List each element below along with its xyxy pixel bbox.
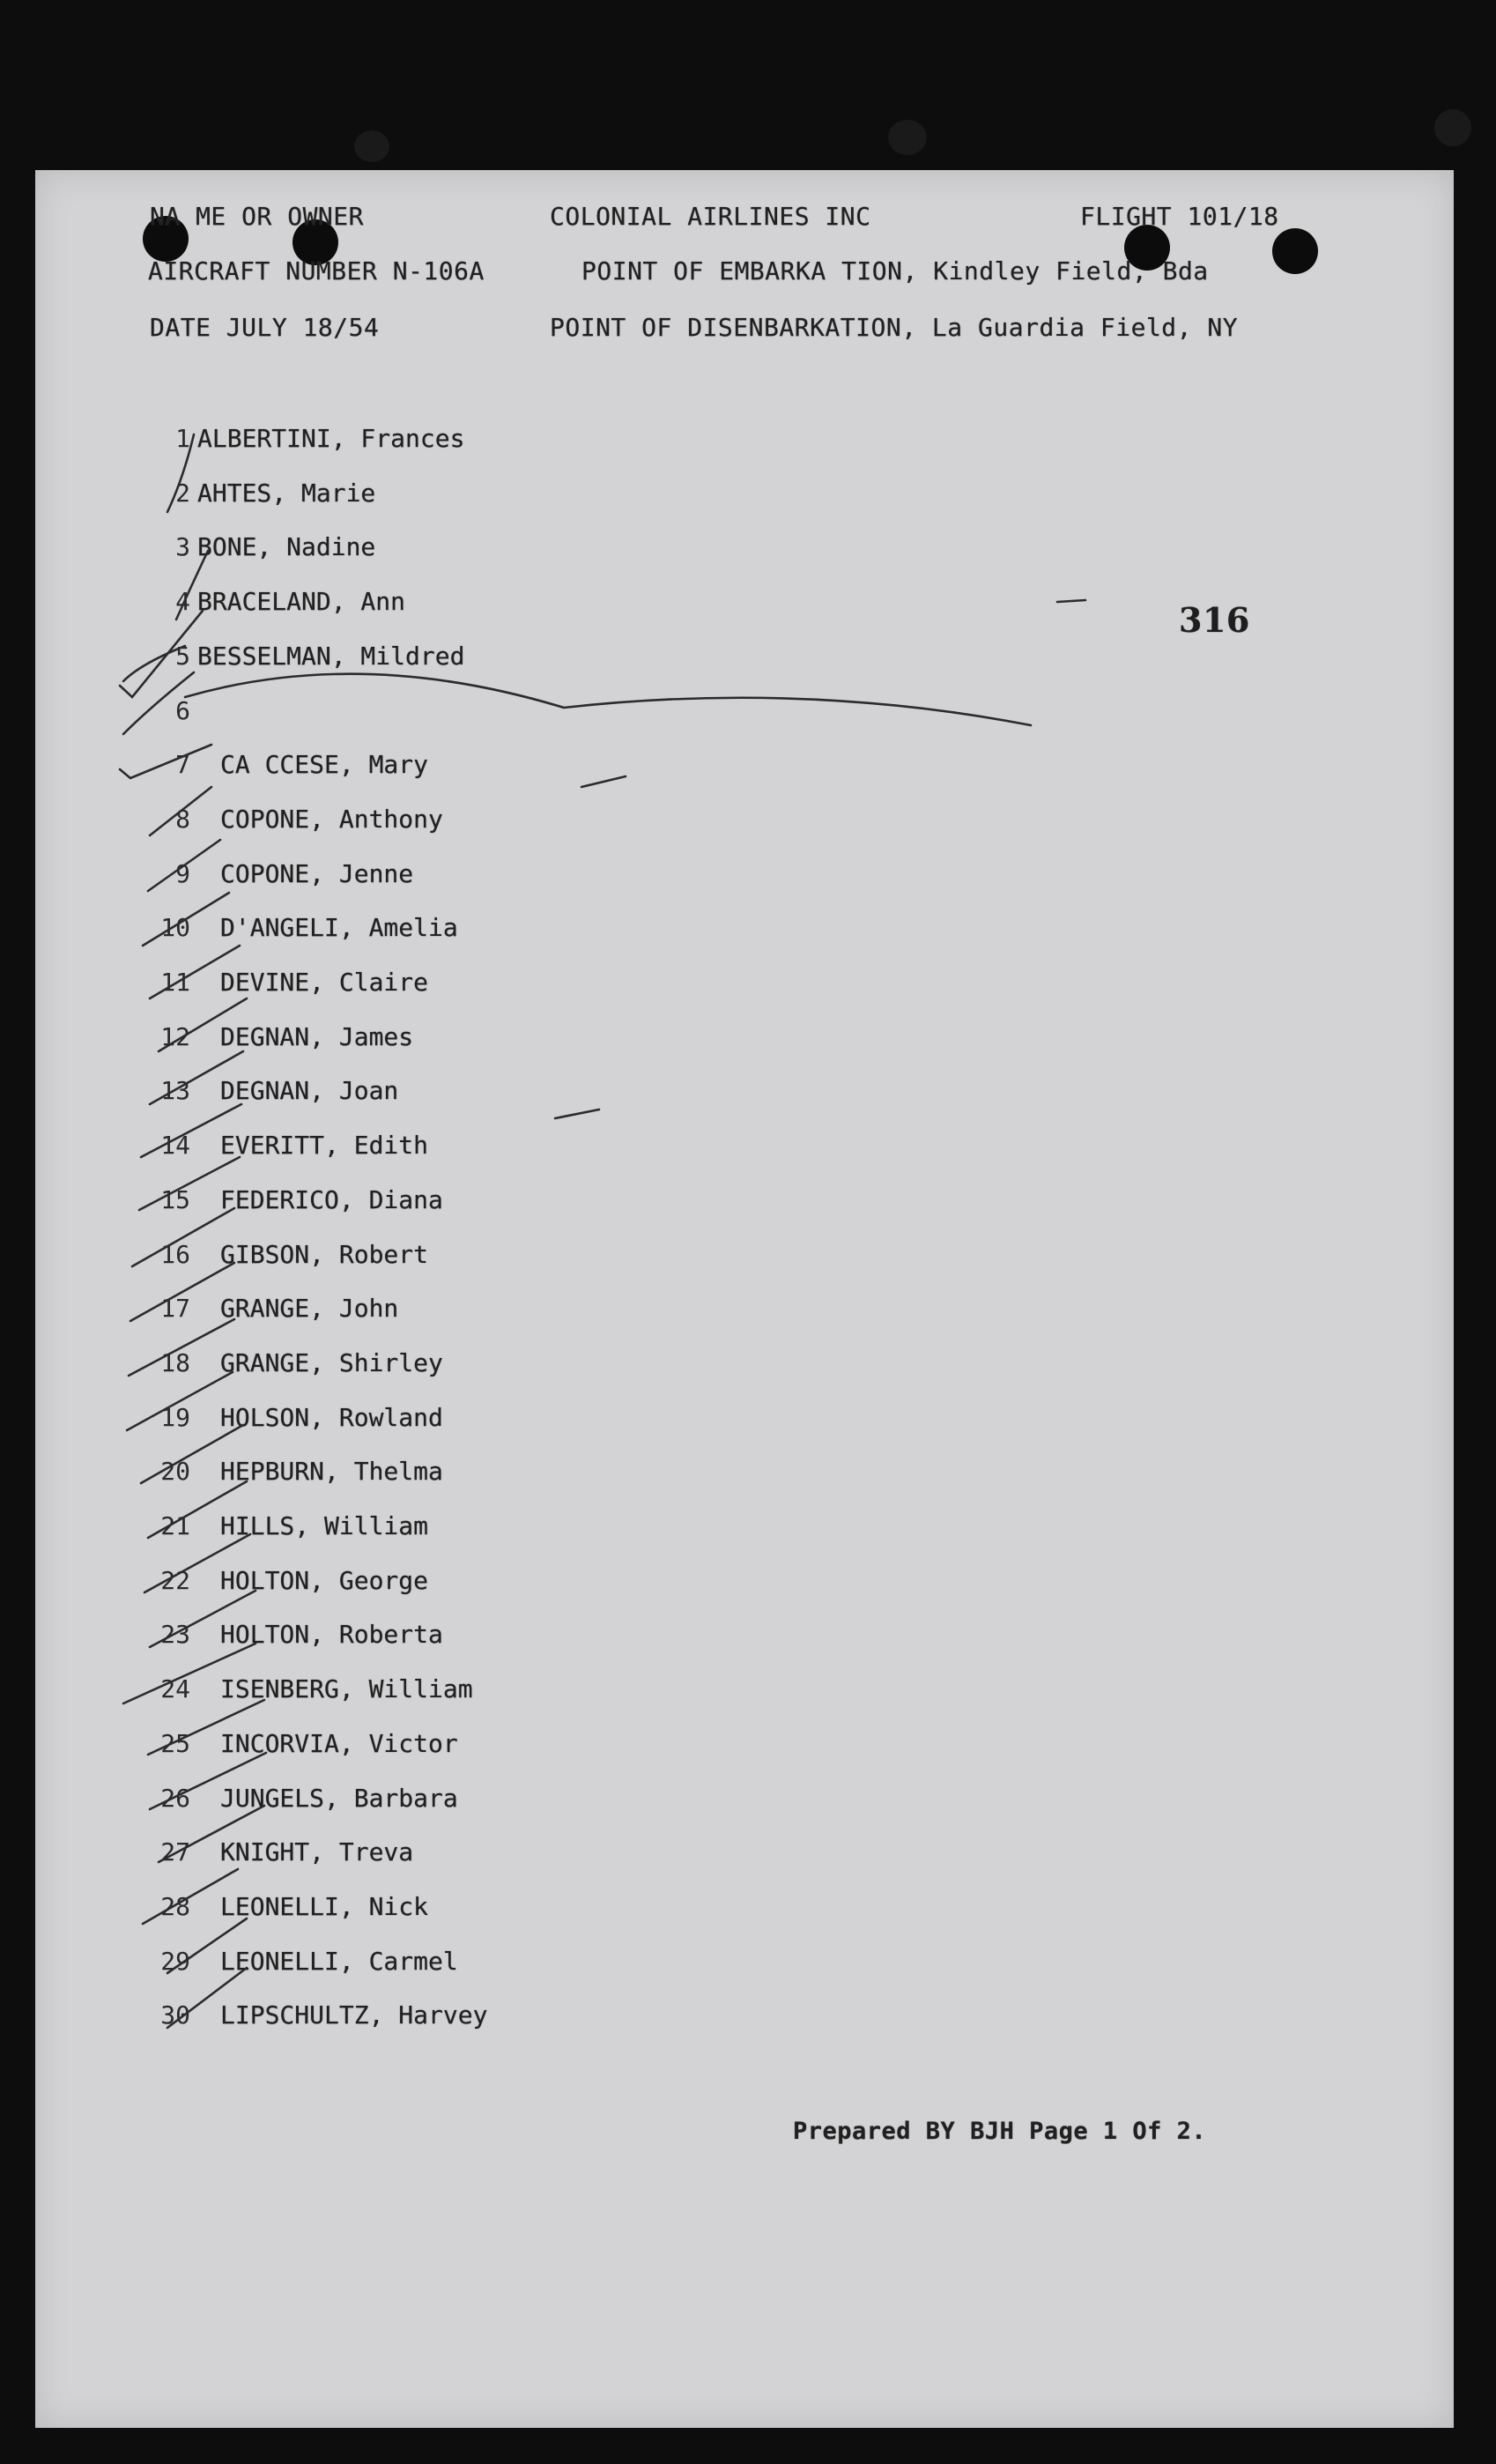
passenger-number: 8 [175,805,190,834]
passenger-number: 28 [160,1892,190,1921]
page-number: 316 [1179,600,1250,640]
passenger-name: LIPSCHULTZ, Harvey [220,2000,488,2030]
passenger-number: 17 [160,1294,190,1323]
passenger-name: ISENBERG, William [220,1674,473,1703]
passenger-number: 27 [160,1837,190,1867]
passenger-name: HOLTON, George [220,1566,429,1595]
passenger-name: DEGNAN, James [220,1022,414,1051]
passenger-number: 5 [175,642,190,671]
passenger-name: GIBSON, Robert [220,1240,429,1269]
passenger-number: 6 [175,696,190,725]
owner-value: COLONIAL AIRLINES INC [550,202,871,231]
scan-speck [888,120,927,155]
passenger-number: 10 [160,913,190,942]
passenger-name: EVERITT, Edith [220,1131,429,1160]
punch-hole [1272,228,1318,274]
passenger-name: HILLS, William [220,1511,429,1540]
passenger-name: HOLSON, Rowland [220,1403,443,1432]
passenger-name: BONE, Nadine [197,532,376,561]
passenger-name: CA CCESE, Mary [220,750,429,779]
scan-speck [354,130,389,162]
aircraft-label: AIRCRAFT NUMBER N-106A [148,256,485,286]
embark-label: POINT OF EMBARKA TION, Kindley Field, Bda [581,256,1209,286]
passenger-name: BRACELAND, Ann [197,587,406,616]
prepared-by-label: Prepared BY BJH Page 1 Of 2. [793,2118,1207,2145]
passenger-number: 18 [160,1348,190,1377]
passenger-name: DEGNAN, Joan [220,1076,399,1105]
passenger-name: COPONE, Jenne [220,859,414,888]
passenger-name: AHTES, Marie [197,479,376,508]
passenger-name: GRANGE, John [220,1294,399,1323]
passenger-number: 13 [160,1076,190,1105]
flight-label: FLIGHT 101/18 [1080,202,1279,231]
passenger-name: KNIGHT, Treva [220,1837,414,1867]
passenger-name: D'ANGELI, Amelia [220,913,458,942]
passenger-number: 24 [160,1674,190,1703]
passenger-number: 11 [160,968,190,997]
passenger-number: 4 [175,587,190,616]
passenger-name: COPONE, Anthony [220,805,443,834]
passenger-number: 29 [160,1947,190,1976]
passenger-number: 12 [160,1022,190,1051]
passenger-name: INCORVIA, Victor [220,1729,458,1758]
passenger-number: 16 [160,1240,190,1269]
passenger-number: 30 [160,2000,190,2030]
passenger-name: JUNGELS, Barbara [220,1784,458,1813]
passenger-number: 7 [175,750,190,779]
passenger-name: HOLTON, Roberta [220,1620,443,1649]
passenger-name: LEONELLI, Carmel [220,1947,458,1976]
passenger-name: FEDERICO, Diana [220,1185,443,1214]
passenger-number: 3 [175,532,190,561]
passenger-number: 15 [160,1185,190,1214]
date-label: DATE JULY 18/54 [150,313,380,342]
passenger-number: 14 [160,1131,190,1160]
passenger-number: 9 [175,859,190,888]
owner-label: NA ME OR OWNER [150,202,365,231]
passenger-name: DEVINE, Claire [220,968,429,997]
passenger-number: 26 [160,1784,190,1813]
passenger-number: 23 [160,1620,190,1649]
passenger-name: BESSELMAN, Mildred [197,642,465,671]
passenger-name: ALBERTINI, Frances [197,424,465,453]
manifest-sheet [35,170,1454,2428]
scan-speck [1434,109,1471,146]
passenger-number: 25 [160,1729,190,1758]
passenger-number: 21 [160,1511,190,1540]
passenger-name: HEPBURN, Thelma [220,1457,443,1486]
passenger-number: 19 [160,1403,190,1432]
passenger-name: GRANGE, Shirley [220,1348,443,1377]
passenger-number: 2 [175,479,190,508]
passenger-number: 22 [160,1566,190,1595]
passenger-number: 1 [175,424,190,453]
passenger-number: 20 [160,1457,190,1486]
passenger-name: LEONELLI, Nick [220,1892,429,1921]
disembark-label: POINT OF DISENBARKATION, La Guardia Field, NY [550,313,1239,342]
